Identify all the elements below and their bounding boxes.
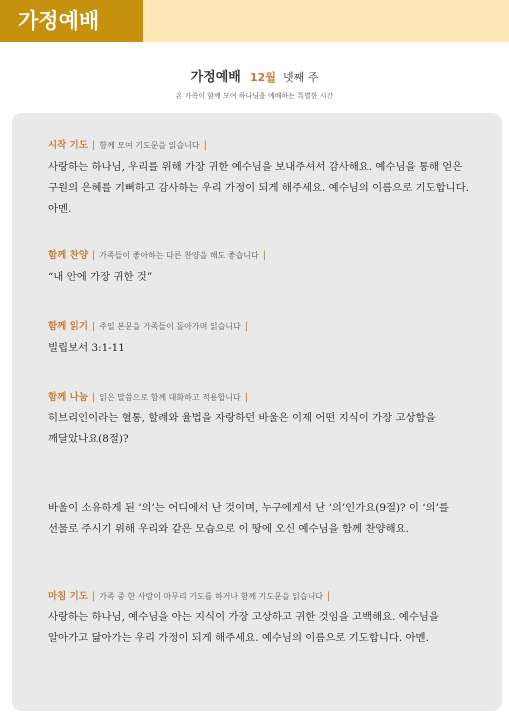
page-title bbox=[0, 66, 509, 85]
section-desc: 읽은 말씀으로 함께 대화하고 적용합니다 bbox=[99, 393, 241, 402]
section-label: 시작 기도 bbox=[48, 140, 89, 151]
divider-bar: | bbox=[327, 591, 331, 602]
title-week: 넷째 주 bbox=[282, 71, 319, 84]
divider-bar: | bbox=[92, 591, 96, 602]
section-desc: 함께 모여 기도문을 읽습니다 bbox=[99, 141, 200, 150]
section-title-reading bbox=[48, 318, 252, 332]
title-main: 가정예배 bbox=[190, 70, 241, 85]
section-body-opening-prayer: 사랑하는 하나님, 우리를 위해 가장 귀한 예수님을 보내주셔서 감사해요. 예수님을 통해 얻은 구원의 은혜를 기뻐하고 감사하는 우리 가정이 되게 해주세요. 예수님의 이름으로 기도합니다. 아멘. bbox=[48, 161, 470, 215]
divider-bar: | bbox=[92, 140, 96, 151]
section-desc: 가족들이 좋아하는 다른 찬양을 해도 좋습니다 bbox=[99, 251, 259, 260]
section-label: 함께 찬양 bbox=[48, 250, 89, 261]
divider-bar: | bbox=[262, 250, 266, 261]
divider-bar: | bbox=[244, 392, 248, 403]
header-tag: 가정예배 bbox=[0, 0, 143, 42]
title-month: 12월 bbox=[249, 71, 276, 84]
section-title-praise bbox=[48, 247, 270, 261]
page-subtitle: 온 가족이 함께 모여 하나님을 예배하는 특별한 시간 bbox=[175, 92, 334, 100]
divider-bar: | bbox=[92, 392, 96, 403]
section-title-opening-prayer bbox=[48, 137, 211, 151]
section-label: 함께 나눔 bbox=[48, 392, 89, 403]
section-body-sharing-q2: 바울이 소유하게 된 ‘의’는 어디에서 난 것이며, 누구에게서 난 ‘의’인가요(9절)? 이 ‘의’를 선물로 주시기 위해 우리와 같은 모습으로 이 땅에 오신 예수님을 함께 찬양해요. bbox=[48, 502, 449, 535]
divider-bar: | bbox=[92, 250, 96, 261]
section-body-reading: 빌립보서 3:1-11 bbox=[48, 342, 125, 354]
section-label: 함께 읽기 bbox=[48, 321, 89, 332]
section-label: 마침 기도 bbox=[48, 591, 89, 602]
section-title-sharing bbox=[48, 389, 252, 403]
section-body-sharing-q1: 히브리인이라는 혈통, 할례와 율법을 자랑하던 바울은 이제 어떤 지식이 가장 고상함을 깨달았나요(8절)? bbox=[48, 412, 436, 445]
divider-bar: | bbox=[244, 321, 248, 332]
section-title-closing-prayer bbox=[48, 588, 334, 602]
divider-bar: | bbox=[92, 321, 96, 332]
section-body-praise: “내 안에 가장 귀한 것” bbox=[48, 271, 153, 283]
section-body-closing-prayer: 사랑하는 하나님, 예수님을 아는 지식이 가장 고상하고 귀한 것임을 고백해요. 예수님을 알아가고 닮아가는 우리 가정이 되게 해주세요. 예수님의 이름으로 기도합니다. 아멘. bbox=[48, 611, 439, 644]
section-desc: 주일 본문을 가족들이 돌아가며 읽습니다 bbox=[99, 322, 241, 331]
section-desc: 가족 중 한 사람이 마무리 기도를 하거나 함께 기도문을 읽습니다 bbox=[99, 592, 324, 601]
divider-bar: | bbox=[203, 140, 207, 151]
